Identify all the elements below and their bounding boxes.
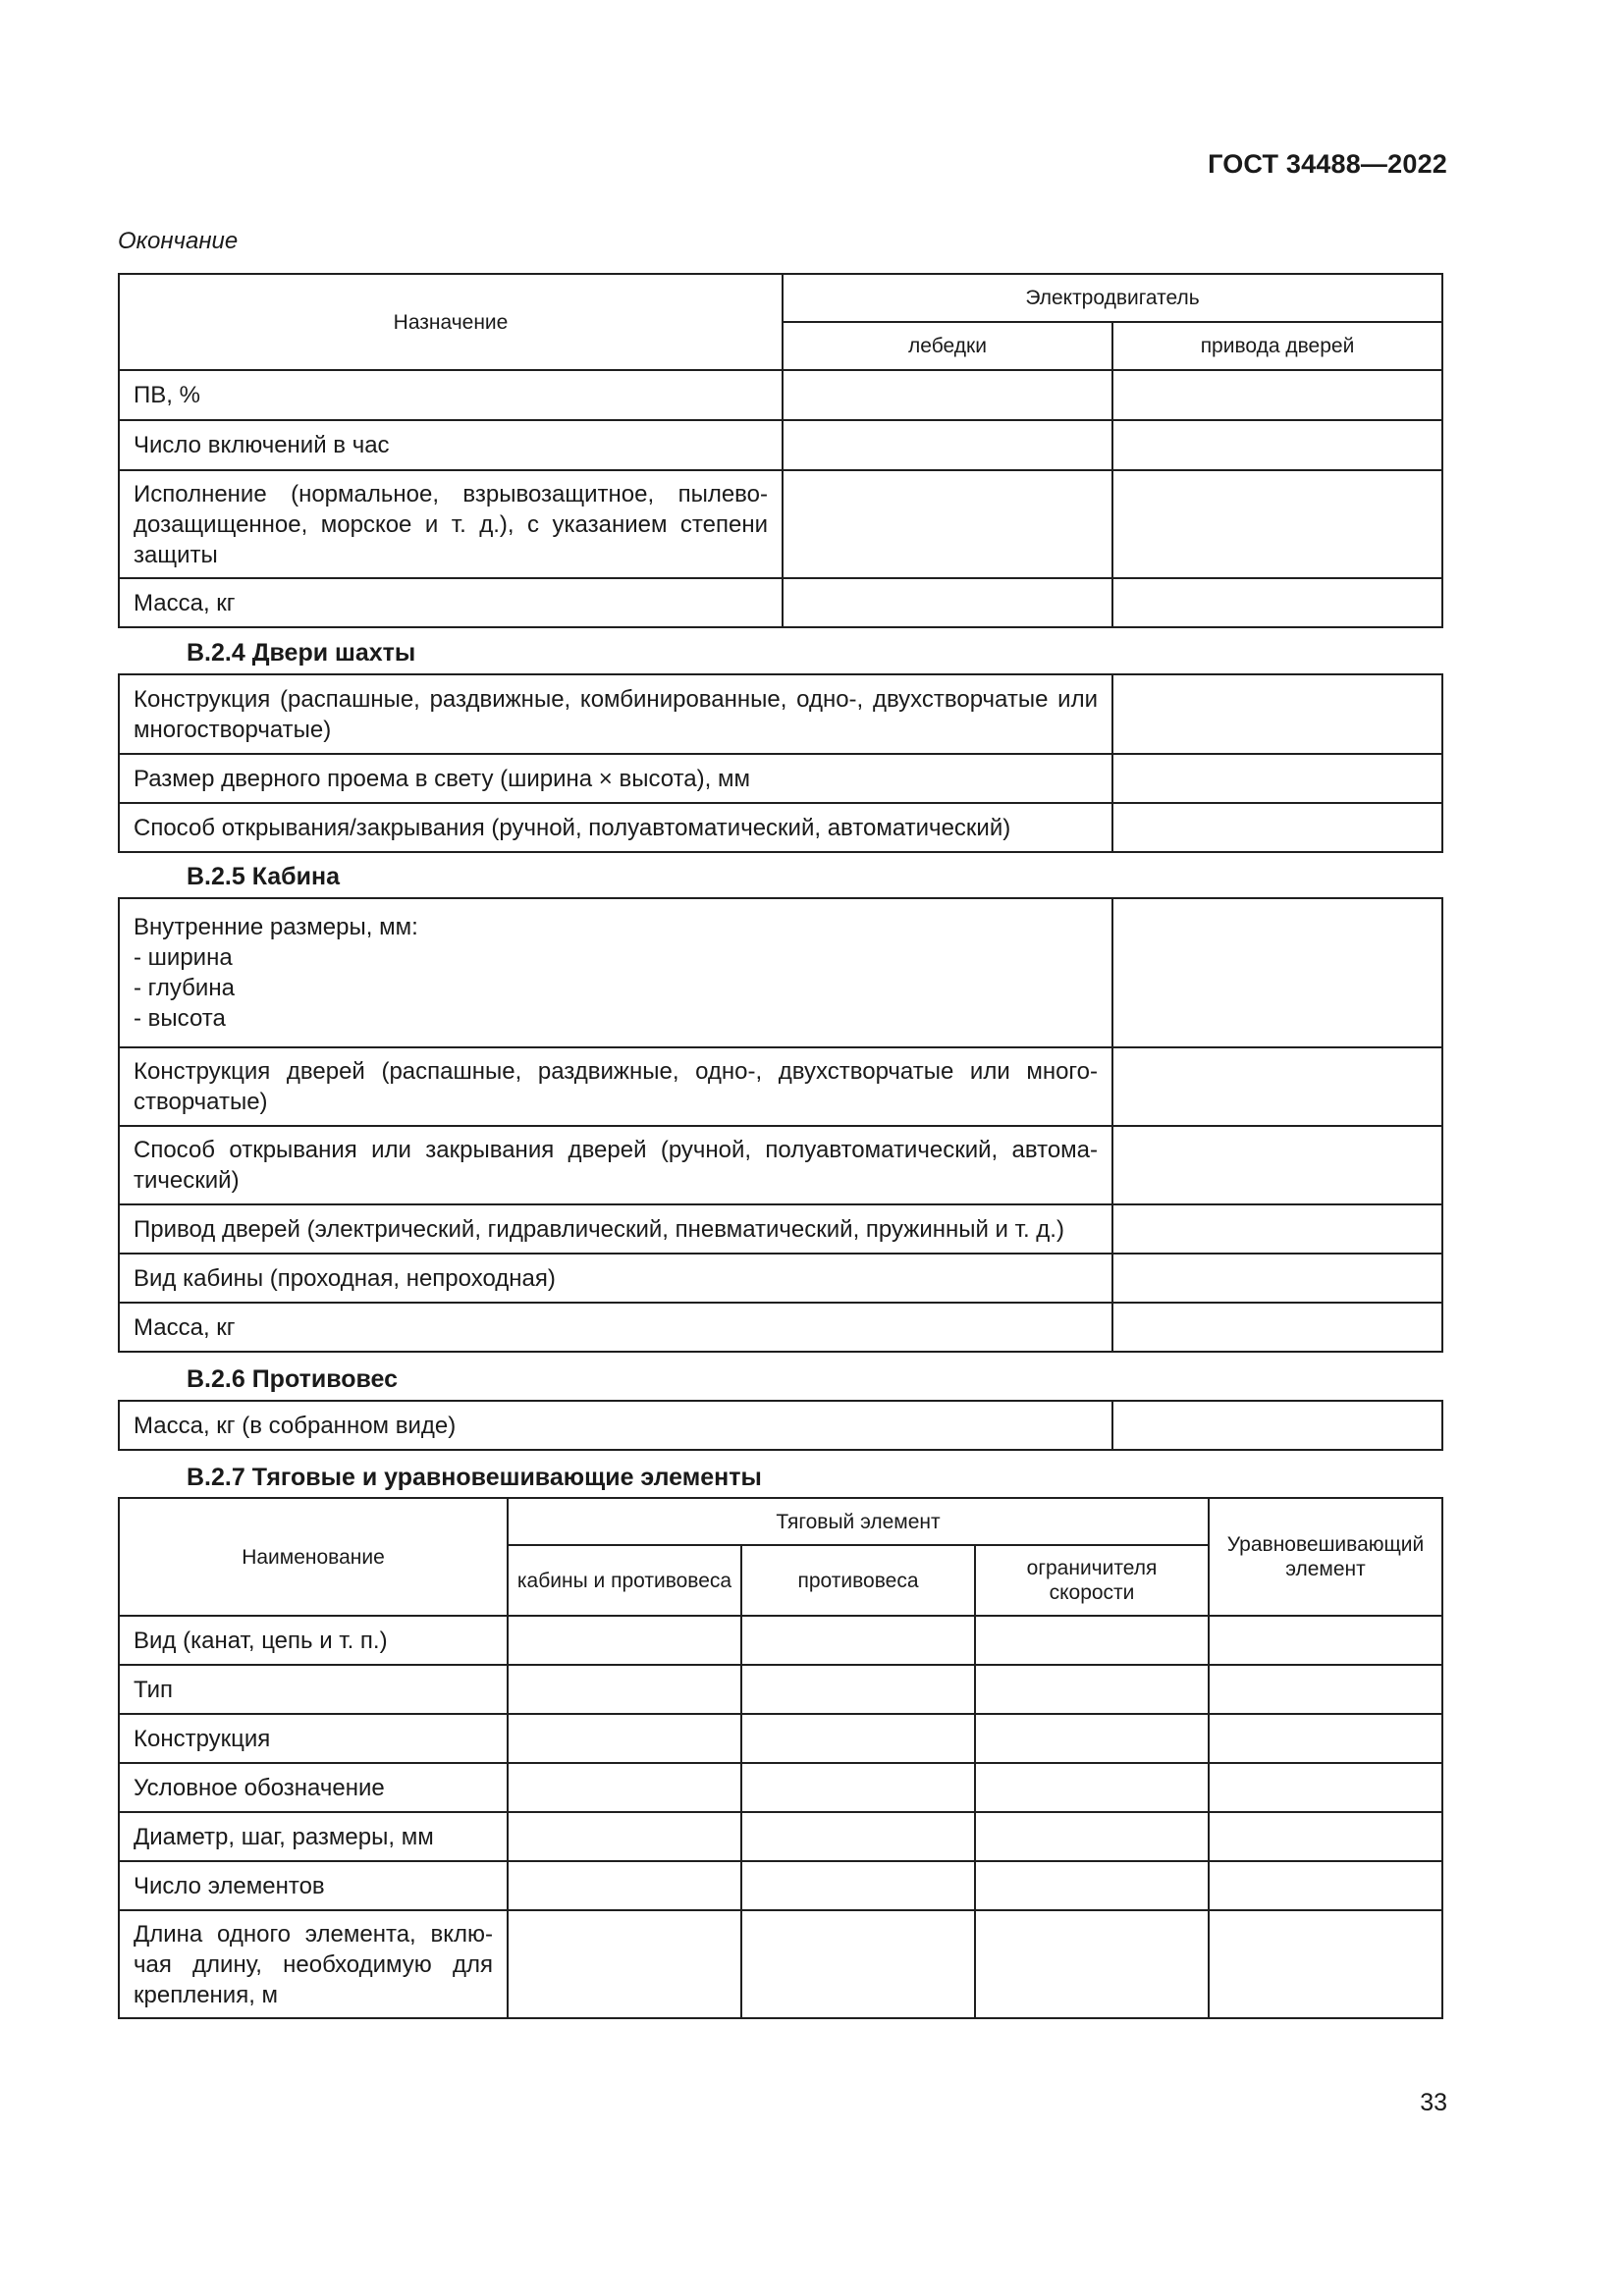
row-label: Диаметр, шаг, размеры, мм [119,1812,508,1861]
row-label: Конструкция [119,1714,508,1763]
header-balancing-element: Уравновешивающий элемент [1209,1498,1442,1616]
value-cell [1209,1861,1442,1910]
value-cell [741,1763,975,1812]
list-item: - ширина [134,942,1098,973]
row-label: Конструкция (распашные, раздвижные, комбинированные, одно-, двухстворчатые или многостворчатые) [119,674,1112,754]
row-label: Вид (канат, цепь и т. п.) [119,1616,508,1665]
value-cell [975,1616,1209,1665]
row-label: ПВ, % [119,370,783,420]
value-cell [1112,674,1442,754]
value-cell [1209,1665,1442,1714]
value-cell [1209,1763,1442,1812]
value-cell [508,1910,741,2018]
continuation-label: Окончание [118,228,239,254]
list-item: - высота [134,1003,1098,1034]
value-cell [741,1812,975,1861]
traction-elements-table [118,1497,1443,2019]
value-cell [741,1861,975,1910]
value-cell [783,370,1112,420]
inner-sizes-cell [119,898,1112,1047]
value-cell [1209,1812,1442,1861]
value-cell [1112,578,1442,627]
value-cell [1112,470,1442,578]
value-cell [508,1665,741,1714]
section-title-traction-elements: В.2.7 Тяговые и уравновешивающие элементы [187,1464,762,1491]
header-purpose: Назначение [119,274,783,370]
value-cell [741,1616,975,1665]
value-cell [741,1665,975,1714]
row-label: Условное обозначение [119,1763,508,1812]
value-cell [975,1910,1209,2018]
value-cell [1209,1910,1442,2018]
counterweight-table [118,1400,1443,1451]
value-cell [508,1714,741,1763]
row-label: Длина одного элемента, вклю-чая длину, необходимую для крепления, м [119,1910,508,2018]
motor-table [118,273,1443,628]
value-cell [1112,420,1442,470]
list-item: - глубина [134,973,1098,1003]
value-cell [508,1861,741,1910]
value-cell [508,1812,741,1861]
row-label: Размер дверного проема в свету (ширина × высота), мм [119,754,1112,803]
value-cell [1112,1126,1442,1204]
row-label: Вид кабины (проходная, непроходная) [119,1254,1112,1303]
value-cell [1112,1204,1442,1254]
value-cell [1209,1714,1442,1763]
value-cell [1209,1616,1442,1665]
row-label: Масса, кг (в собранном виде) [119,1401,1112,1450]
value-cell [741,1714,975,1763]
row-label: Способ открывания или закрывания дверей (ручной, полуавтоматический, автома-тический) [119,1126,1112,1204]
row-label: Конструкция дверей (распашные, раздвижные, одно-, двухстворчатые или много-створчатые) [119,1047,1112,1126]
value-cell [1112,1401,1442,1450]
value-cell [1112,803,1442,852]
value-cell [1112,1303,1442,1352]
value-cell [1112,754,1442,803]
row-label: Число элементов [119,1861,508,1910]
value-cell [783,470,1112,578]
cabin-table [118,897,1443,1353]
header-counterweight: противовеса [741,1545,975,1616]
header-traction-element: Тяговый элемент [508,1498,1209,1545]
row-label: Тип [119,1665,508,1714]
inner-sizes-label: Внутренние размеры, мм: [134,914,418,940]
value-cell [783,420,1112,470]
section-title-counterweight: В.2.6 Противовес [187,1365,399,1393]
value-cell [975,1861,1209,1910]
section-title-cabin: В.2.5 Кабина [187,863,340,890]
value-cell [975,1763,1209,1812]
header-door-drive: привода дверей [1112,322,1442,370]
value-cell [1112,1047,1442,1126]
row-label: Привод дверей (электрический, гидравлический, пневматический, пружинный и т. д.) [119,1204,1112,1254]
value-cell [508,1763,741,1812]
row-label: Способ открывания/закрывания (ручной, полуавтоматический, автоматический) [119,803,1112,852]
page-number: 33 [1420,2089,1447,2116]
value-cell [508,1616,741,1665]
value-cell [783,578,1112,627]
value-cell [1112,370,1442,420]
header-speed-limiter: ограничителя скорости [975,1545,1209,1616]
header-winch: лебедки [783,322,1112,370]
header-electric-motor: Электродвигатель [783,274,1442,322]
value-cell [1112,1254,1442,1303]
inner-sizes-list [134,942,1098,1034]
row-label: Исполнение (нормальное, взрывозащитное, пылево-дозащищенное, морское и т. д.), с указанием степени защиты [119,470,783,578]
header-name: Наименование [119,1498,508,1616]
value-cell [741,1910,975,2018]
value-cell [1112,898,1442,1047]
row-label: Масса, кг [119,1303,1112,1352]
section-title-shaft-doors: В.2.4 Двери шахты [187,639,416,667]
shaft-doors-table [118,673,1443,853]
header-cabin-and-counterweight: кабины и противовеса [508,1545,741,1616]
standard-code: ГОСТ 34488—2022 [1208,149,1447,179]
row-label: Число включений в час [119,420,783,470]
row-label: Масса, кг [119,578,783,627]
value-cell [975,1665,1209,1714]
value-cell [975,1812,1209,1861]
value-cell [975,1714,1209,1763]
